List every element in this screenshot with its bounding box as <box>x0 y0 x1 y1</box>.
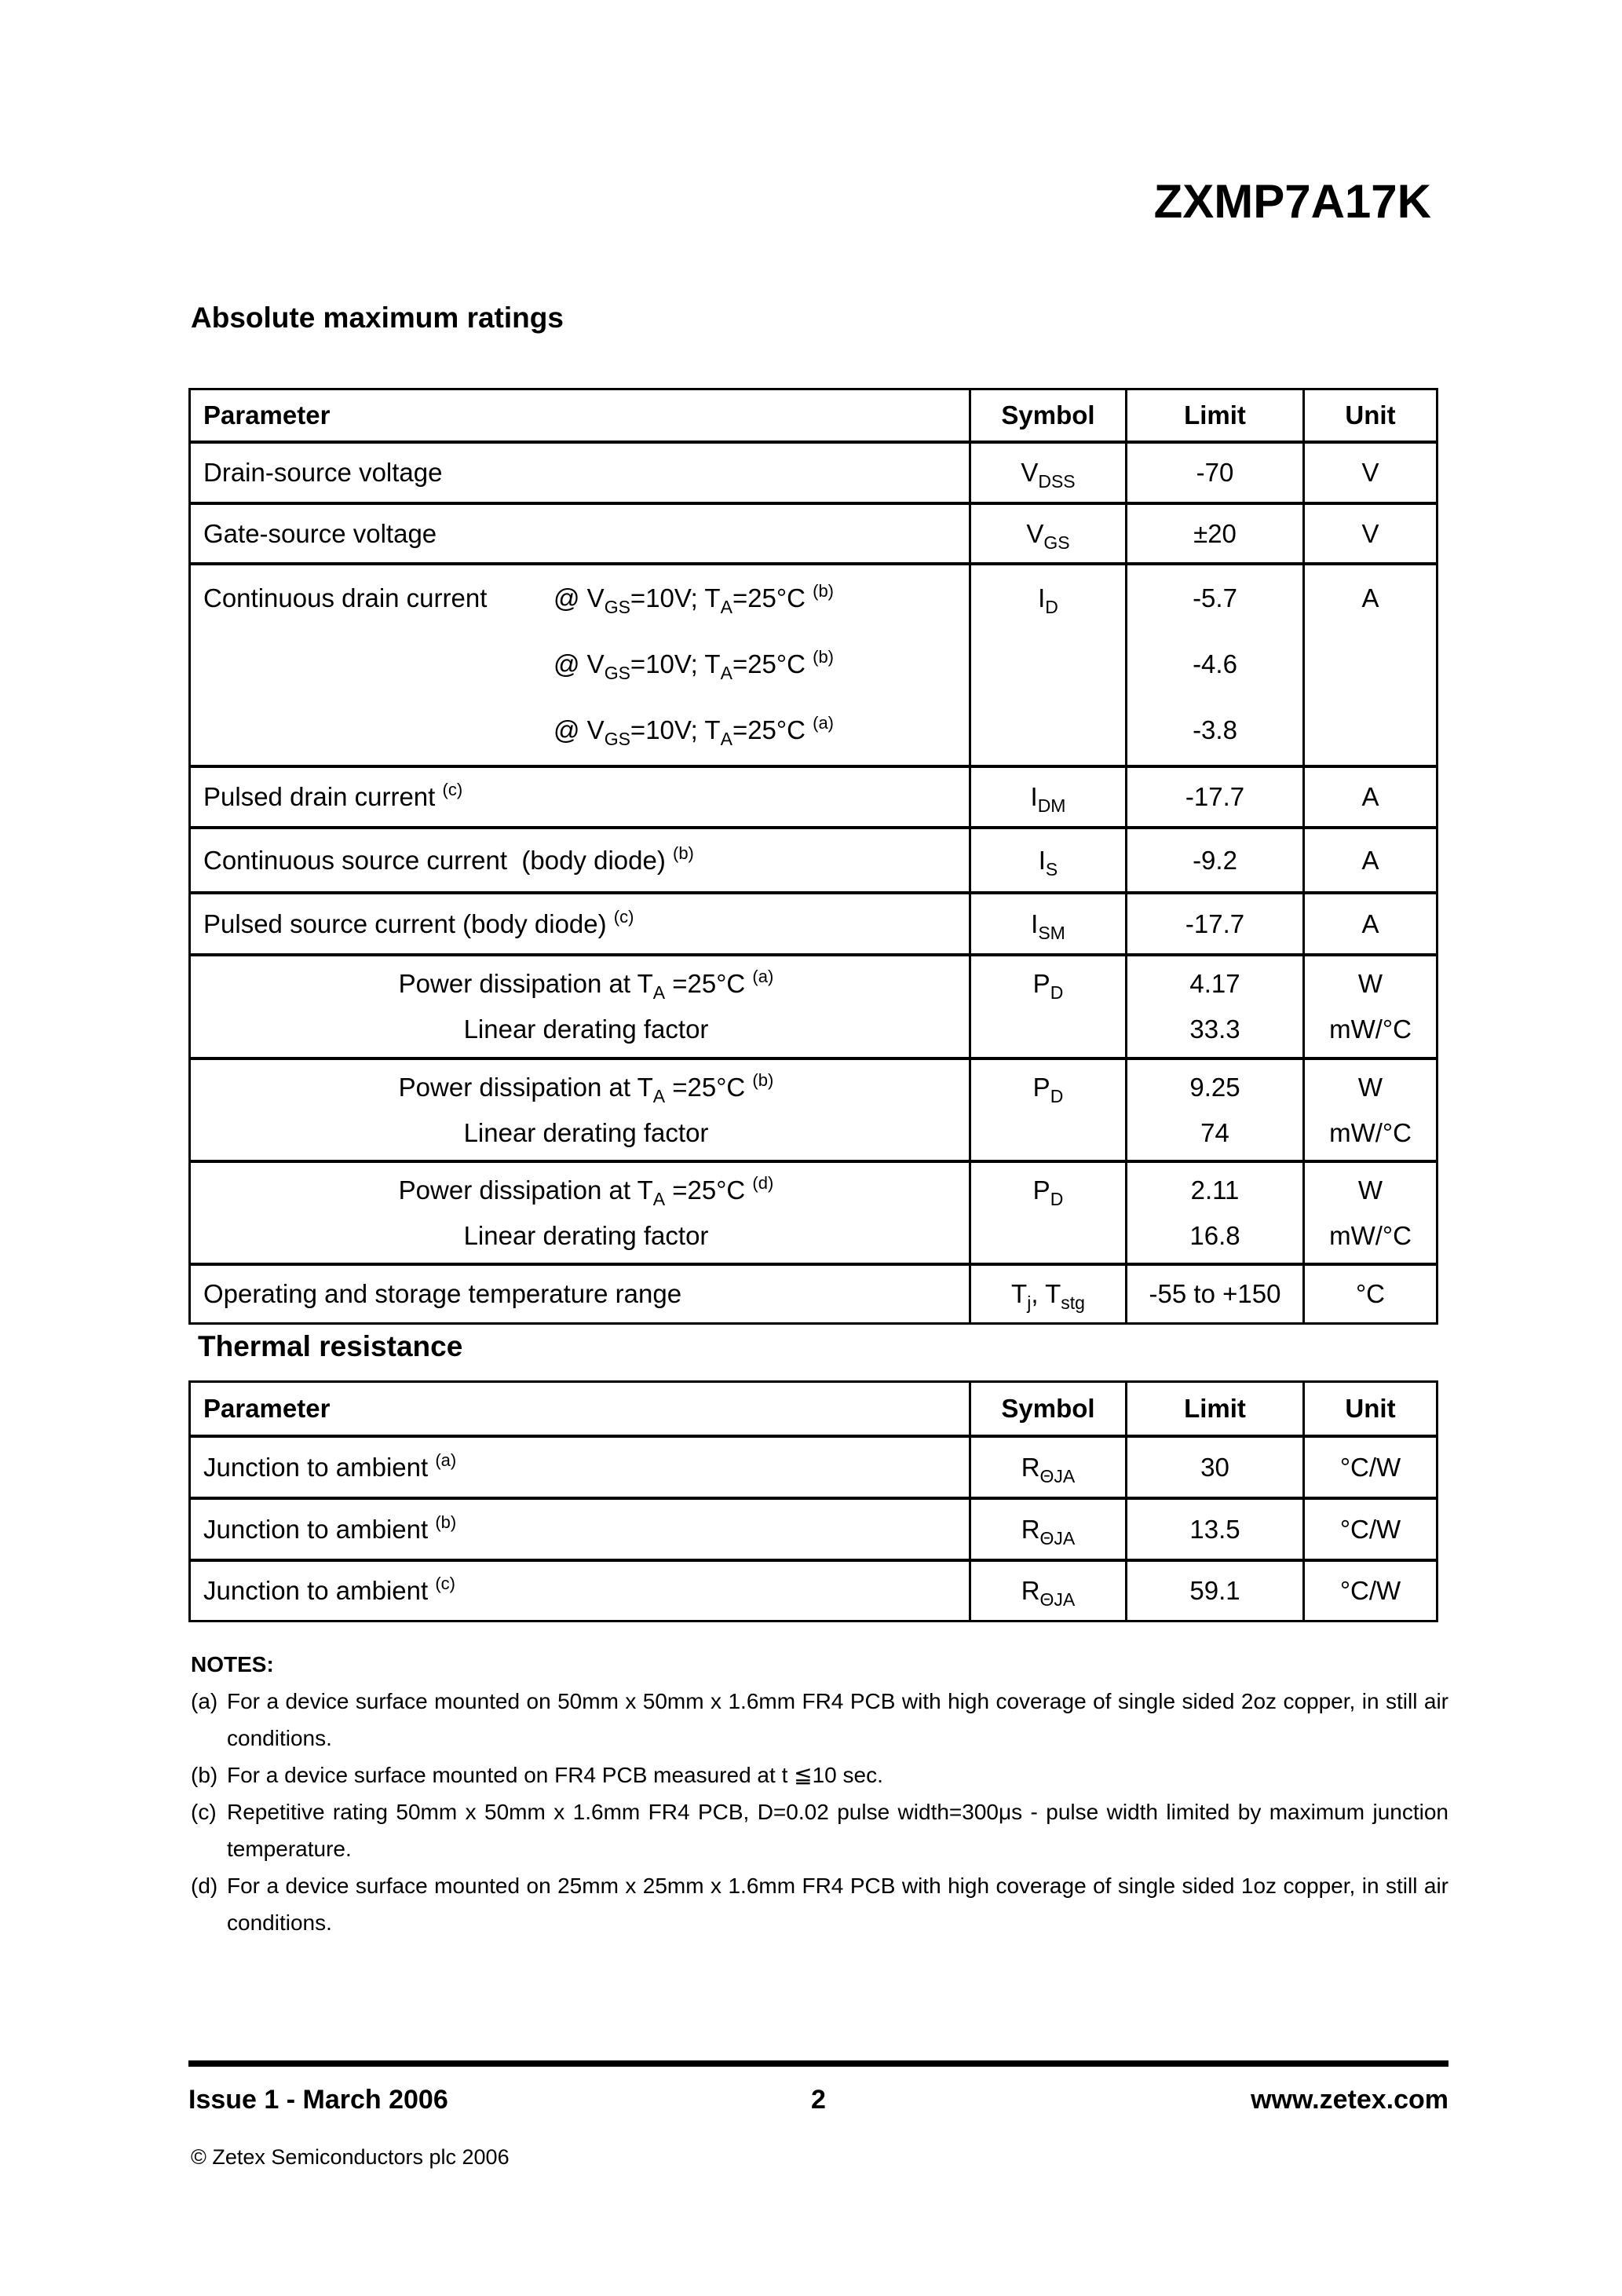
section-heading-absolute-maximum-ratings: Absolute maximum ratings <box>191 302 564 334</box>
limit-cell: -70 <box>1125 444 1302 502</box>
table-row-junction-to-ambient-c <box>191 1559 1436 1620</box>
table-row-pulsed-source-current <box>191 891 1436 953</box>
limit-cell: 30 <box>1125 1438 1302 1497</box>
absolute-maximum-ratings-table <box>188 388 1438 1325</box>
symbol-cell: $R_{\Theta JA}$ <box>969 1562 1125 1620</box>
param-cell: Junction to ambient $^{(a)}$ <box>203 1450 457 1482</box>
limit-cell: -55 to +150 <box>1125 1266 1302 1322</box>
symbol-cell: $I_S$ <box>969 829 1125 891</box>
header-unit: Unit <box>1302 390 1436 441</box>
param-cell: Junction to ambient $^{(b)}$ <box>203 1512 457 1544</box>
footer-rule <box>188 2060 1448 2067</box>
limit-cell: 4.17 33.3 <box>1125 956 1302 1057</box>
header-limit: Limit <box>1125 390 1302 441</box>
unit-cell: °C/W <box>1302 1562 1436 1620</box>
symbol-cell: $R_{\Theta JA}$ <box>969 1438 1125 1497</box>
limit-cell: ±20 <box>1125 505 1302 562</box>
notes-heading: NOTES: <box>191 1652 274 1676</box>
thermal-resistance-table <box>188 1380 1438 1622</box>
param-cell: Junction to ambient $^{(c)}$ <box>203 1574 455 1606</box>
condition-line-3: @ $V_{GS}=10V$; $T_A=25^\circ C$ $^{(a)}$ <box>553 713 835 750</box>
limit-cell: -17.7 <box>1125 894 1302 953</box>
symbol-cell: $I_D$ <box>969 565 1125 765</box>
note-c <box>191 1793 1448 1867</box>
unit-cell: A <box>1302 768 1436 826</box>
table-row-drain-source-voltage <box>191 441 1436 502</box>
note-text: For a device surface mounted on FR4 PCB measured at t ≦10 sec. <box>227 1763 883 1787</box>
param-cell: Pulsed source current (body diode) $^{(c)}$ <box>203 906 634 938</box>
table-row-power-dissipation-d <box>191 1160 1436 1263</box>
unit-cell: W mW/°C <box>1302 1060 1436 1160</box>
limit-cell: 13.5 <box>1125 1500 1302 1559</box>
note-text: For a device surface mounted on 50mm x 50mm x 1.6mm FR4 PCB with high coverage of single sided 2oz copper, in still air conditions. <box>227 1689 1448 1750</box>
note-d <box>191 1867 1448 1941</box>
note-label: (d) <box>191 1874 218 1898</box>
limit-cell: -17.7 <box>1125 768 1302 826</box>
unit-cell: V <box>1302 505 1436 562</box>
unit-cell: V <box>1302 444 1436 502</box>
table-header-row <box>191 390 1436 441</box>
header-parameter: Parameter <box>203 400 331 430</box>
unit-cell: A <box>1302 894 1436 953</box>
param-cell: Gate-source voltage <box>203 518 437 548</box>
limit-cell: 59.1 <box>1125 1562 1302 1620</box>
table-row-temperature-range <box>191 1263 1436 1322</box>
param-cell: Pulsed drain current $^{(c)}$ <box>203 780 463 812</box>
symbol-cell: $P_D$ <box>969 1060 1125 1160</box>
condition-line-2: @ $V_{GS}=10V$; $T_A=25^\circ C$ $^{(b)}$ <box>553 647 835 684</box>
condition-line-1: Continuous drain current @ $V_{GS}=10V$; $T_A=25^\circ C$ $^{(b)}$ <box>203 581 835 618</box>
footer-issue: Issue 1 - March 2006 <box>188 2085 448 2115</box>
note-a <box>191 1683 1448 1757</box>
header-parameter: Parameter <box>203 1394 331 1424</box>
header-symbol: Symbol <box>969 1383 1125 1435</box>
note-label: (c) <box>191 1800 217 1824</box>
table-header-row <box>191 1383 1436 1435</box>
unit-cell: A <box>1302 829 1436 891</box>
symbol-cell: $P_D$ <box>969 956 1125 1057</box>
unit-cell: W mW/°C <box>1302 956 1436 1057</box>
symbol-cell: $I_{SM}$ <box>969 894 1125 953</box>
unit-cell: °C/W <box>1302 1438 1436 1497</box>
notes-section <box>191 1646 1448 1941</box>
limit-cell: -9.2 <box>1125 829 1302 891</box>
table-row-power-dissipation-a <box>191 953 1436 1057</box>
section-heading-thermal-resistance: Thermal resistance <box>198 1330 463 1362</box>
param-cell <box>191 565 969 765</box>
note-text: For a device surface mounted on 25mm x 25mm x 1.6mm FR4 PCB with high coverage of single sided 1oz copper, in still air conditions. <box>227 1874 1448 1935</box>
header-symbol: Symbol <box>969 390 1125 441</box>
symbol-cell: $V_{GS}$ <box>969 505 1125 562</box>
header-unit: Unit <box>1302 1383 1436 1435</box>
param-cell: Power dissipation at $T_A =25^\circ C$ $^{(b)}$ Linear derating factor <box>398 1069 774 1147</box>
footer-page-number: 2 <box>811 2085 826 2115</box>
note-b <box>191 1757 1448 1793</box>
param-cell: Power dissipation at $T_A =25^\circ C$ $^{(a)}$ Linear derating factor <box>398 967 774 1044</box>
limit-cell: -5.7 -4.6 -3.8 <box>1125 565 1302 765</box>
note-label: (a) <box>191 1689 218 1713</box>
symbol-cell: $T_j$, $T_{stg}$ <box>969 1266 1125 1322</box>
unit-cell: W mW/°C <box>1302 1163 1436 1263</box>
param-cell: Continuous source current (body diode) $^{(b)}$ <box>203 843 694 875</box>
footer-copyright: © Zetex Semiconductors plc 2006 <box>191 2145 510 2169</box>
unit-cell: A <box>1302 565 1436 765</box>
table-row-continuous-drain-current <box>191 562 1436 765</box>
limit-cell: 2.11 16.8 <box>1125 1163 1302 1263</box>
unit-cell: °C/W <box>1302 1500 1436 1559</box>
page-title: ZXMP7A17K <box>1153 175 1431 228</box>
symbol-cell: $P_D$ <box>969 1163 1125 1263</box>
table-row-junction-to-ambient-b <box>191 1497 1436 1559</box>
table-row-pulsed-drain-current <box>191 765 1436 826</box>
table-row-junction-to-ambient-a <box>191 1435 1436 1497</box>
param-cell: Operating and storage temperature range <box>203 1279 682 1309</box>
note-label: (b) <box>191 1763 218 1787</box>
table-row-gate-source-voltage <box>191 502 1436 562</box>
symbol-cell: $V_{DSS}$ <box>969 444 1125 502</box>
footer-website: www.zetex.com <box>1251 2085 1448 2115</box>
footer-line <box>188 2085 1448 2119</box>
header-limit: Limit <box>1125 1383 1302 1435</box>
param-cell: Power dissipation at $T_A =25^\circ C$ $^{(d)}$ Linear derating factor <box>398 1172 774 1250</box>
unit-cell: °C <box>1302 1266 1436 1322</box>
param-cell: Drain-source voltage <box>203 458 443 488</box>
symbol-cell: $R_{\Theta JA}$ <box>969 1500 1125 1559</box>
table-row-continuous-source-current <box>191 826 1436 891</box>
note-text: Repetitive rating 50mm x 50mm x 1.6mm FR4 PCB, D=0.02 pulse width=300μs - pulse width limited by maximum junction temperature. <box>227 1800 1448 1861</box>
symbol-cell: $I_{DM}$ <box>969 768 1125 826</box>
limit-cell: 9.25 74 <box>1125 1060 1302 1160</box>
table-row-power-dissipation-b <box>191 1057 1436 1160</box>
